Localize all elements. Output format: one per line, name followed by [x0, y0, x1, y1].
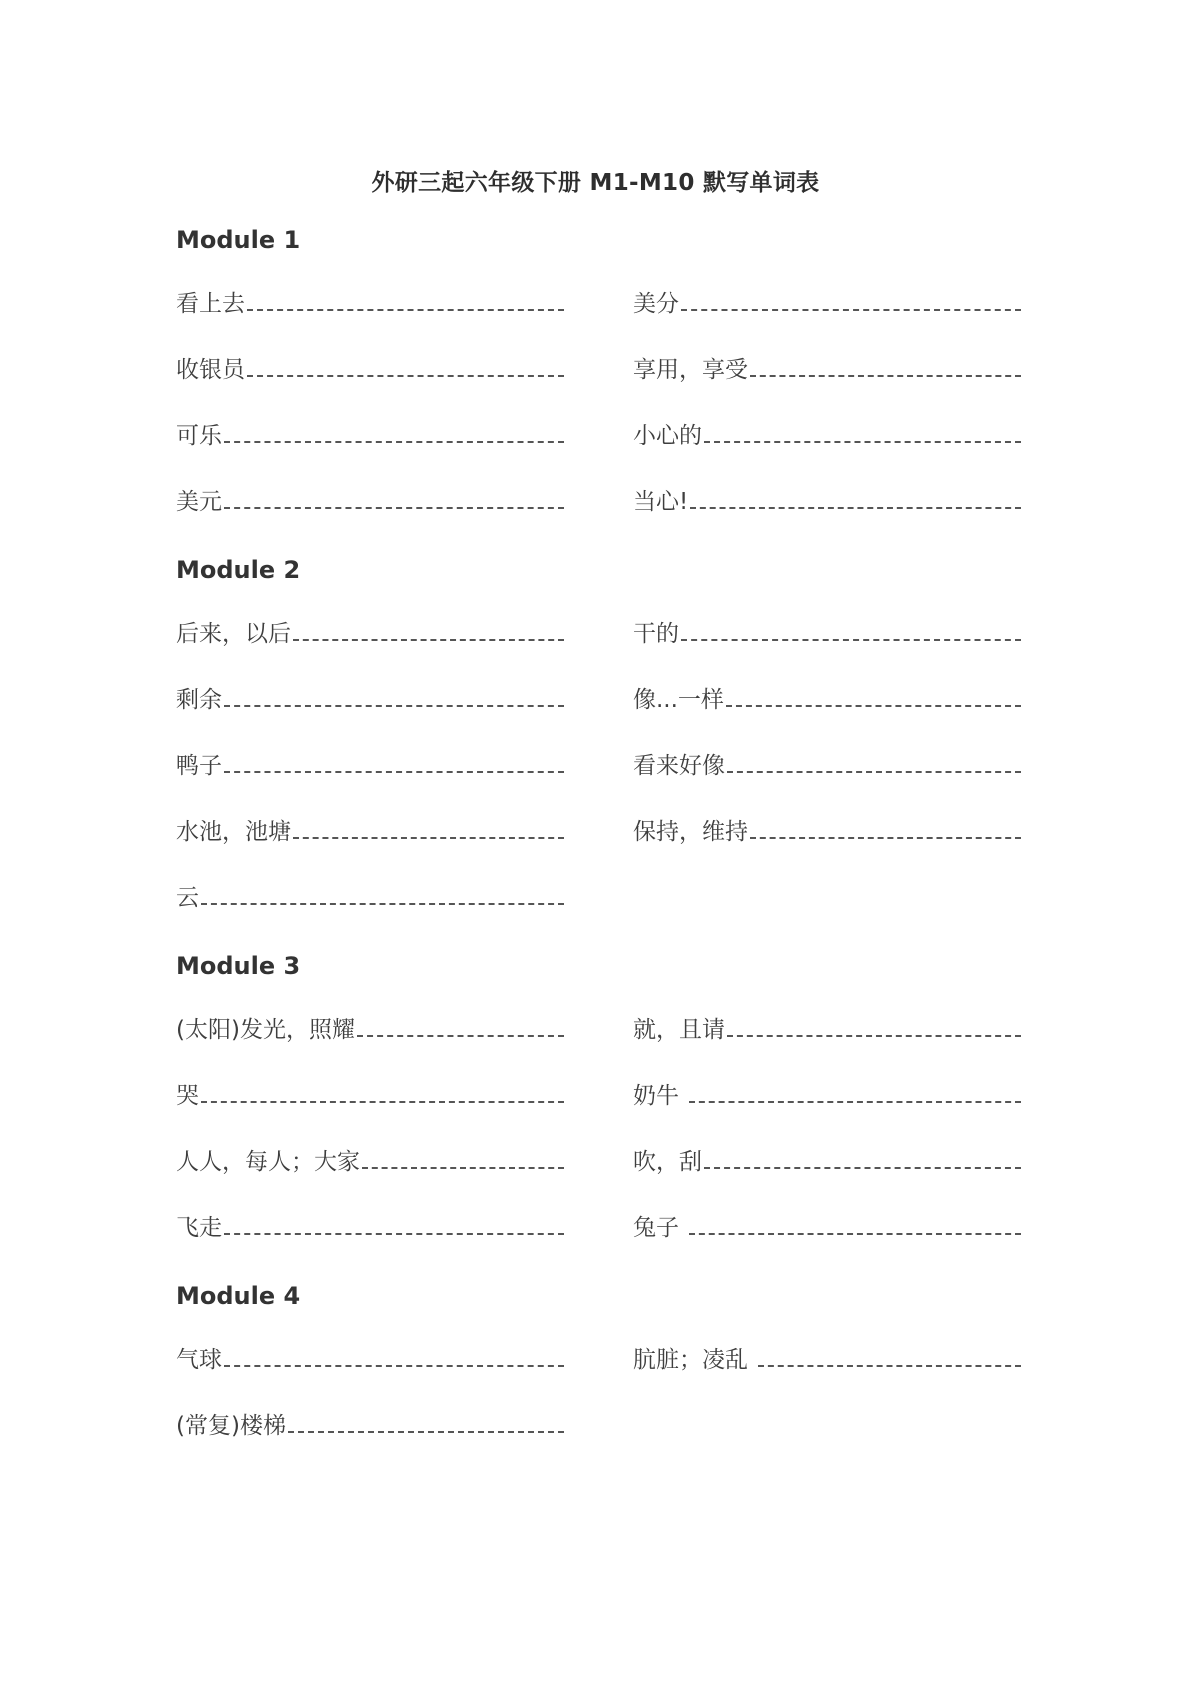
answer-blank[interactable]	[758, 1365, 1021, 1367]
module-heading-1: Module 1	[176, 226, 301, 254]
answer-blank[interactable]	[727, 1035, 1021, 1037]
vocab-item[interactable]: 飞走	[176, 1208, 564, 1242]
answer-blank[interactable]	[224, 705, 564, 707]
answer-blank[interactable]	[201, 1101, 564, 1103]
answer-blank[interactable]	[681, 639, 1021, 641]
answer-blank[interactable]	[288, 1431, 564, 1433]
vocab-item[interactable]: 美元	[176, 482, 564, 516]
module-heading-4: Module 4	[176, 1282, 301, 1310]
module-heading-3: Module 3	[176, 952, 301, 980]
answer-blank[interactable]	[224, 507, 564, 509]
vocab-item[interactable]: 保持，维持	[633, 812, 1021, 846]
vocab-item[interactable]: (常复)楼梯	[176, 1406, 564, 1440]
vocab-item[interactable]: 可乐	[176, 416, 564, 450]
vocab-item[interactable]: 像...一样	[633, 680, 1021, 714]
vocab-item[interactable]: 鸭子	[176, 746, 564, 780]
vocab-item[interactable]: 兔子	[633, 1208, 1021, 1242]
answer-blank[interactable]	[224, 771, 564, 773]
answer-blank[interactable]	[727, 771, 1021, 773]
answer-blank[interactable]	[690, 507, 1021, 509]
answer-blank[interactable]	[726, 705, 1021, 707]
vocab-item[interactable]: 就，且请	[633, 1010, 1021, 1044]
answer-blank[interactable]	[224, 441, 564, 443]
vocab-item[interactable]: 小心的	[633, 416, 1021, 450]
vocab-item[interactable]: 干的	[633, 614, 1021, 648]
answer-blank[interactable]	[224, 1365, 564, 1367]
vocab-item[interactable]: 肮脏；凌乱	[633, 1340, 1021, 1374]
vocab-item[interactable]: 云	[176, 878, 564, 912]
vocab-item[interactable]: 剩余	[176, 680, 564, 714]
answer-blank[interactable]	[201, 903, 564, 905]
vocab-item[interactable]: 收银员	[176, 350, 564, 384]
answer-blank[interactable]	[681, 309, 1021, 311]
answer-blank[interactable]	[689, 1233, 1021, 1235]
vocab-item[interactable]: 看上去	[176, 284, 564, 318]
answer-blank[interactable]	[247, 309, 564, 311]
answer-blank[interactable]	[357, 1035, 564, 1037]
vocab-item[interactable]: 后来，以后	[176, 614, 564, 648]
vocab-item[interactable]: 当心!	[633, 482, 1021, 516]
vocab-item[interactable]: (太阳)发光，照耀	[176, 1010, 564, 1044]
answer-blank[interactable]	[247, 375, 564, 377]
vocab-item[interactable]: 气球	[176, 1340, 564, 1374]
answer-blank[interactable]	[224, 1233, 564, 1235]
answer-blank[interactable]	[293, 837, 564, 839]
answer-blank[interactable]	[689, 1101, 1021, 1103]
answer-blank[interactable]	[750, 837, 1021, 839]
vocab-item[interactable]: 哭	[176, 1076, 564, 1110]
answer-blank[interactable]	[293, 639, 564, 641]
answer-blank[interactable]	[362, 1167, 564, 1169]
vocab-item[interactable]: 吹，刮	[633, 1142, 1021, 1176]
vocab-item[interactable]: 水池，池塘	[176, 812, 564, 846]
vocab-item[interactable]: 奶牛	[633, 1076, 1021, 1110]
answer-blank[interactable]	[704, 441, 1021, 443]
page-title: 外研三起六年级下册 M1-M10 默写单词表	[371, 170, 820, 196]
vocab-item[interactable]: 人人，每人；大家	[176, 1142, 564, 1176]
vocab-item[interactable]: 看来好像	[633, 746, 1021, 780]
vocab-item[interactable]: 享用，享受	[633, 350, 1021, 384]
answer-blank[interactable]	[704, 1167, 1021, 1169]
module-heading-2: Module 2	[176, 556, 301, 584]
vocab-item[interactable]: 美分	[633, 284, 1021, 318]
answer-blank[interactable]	[750, 375, 1021, 377]
